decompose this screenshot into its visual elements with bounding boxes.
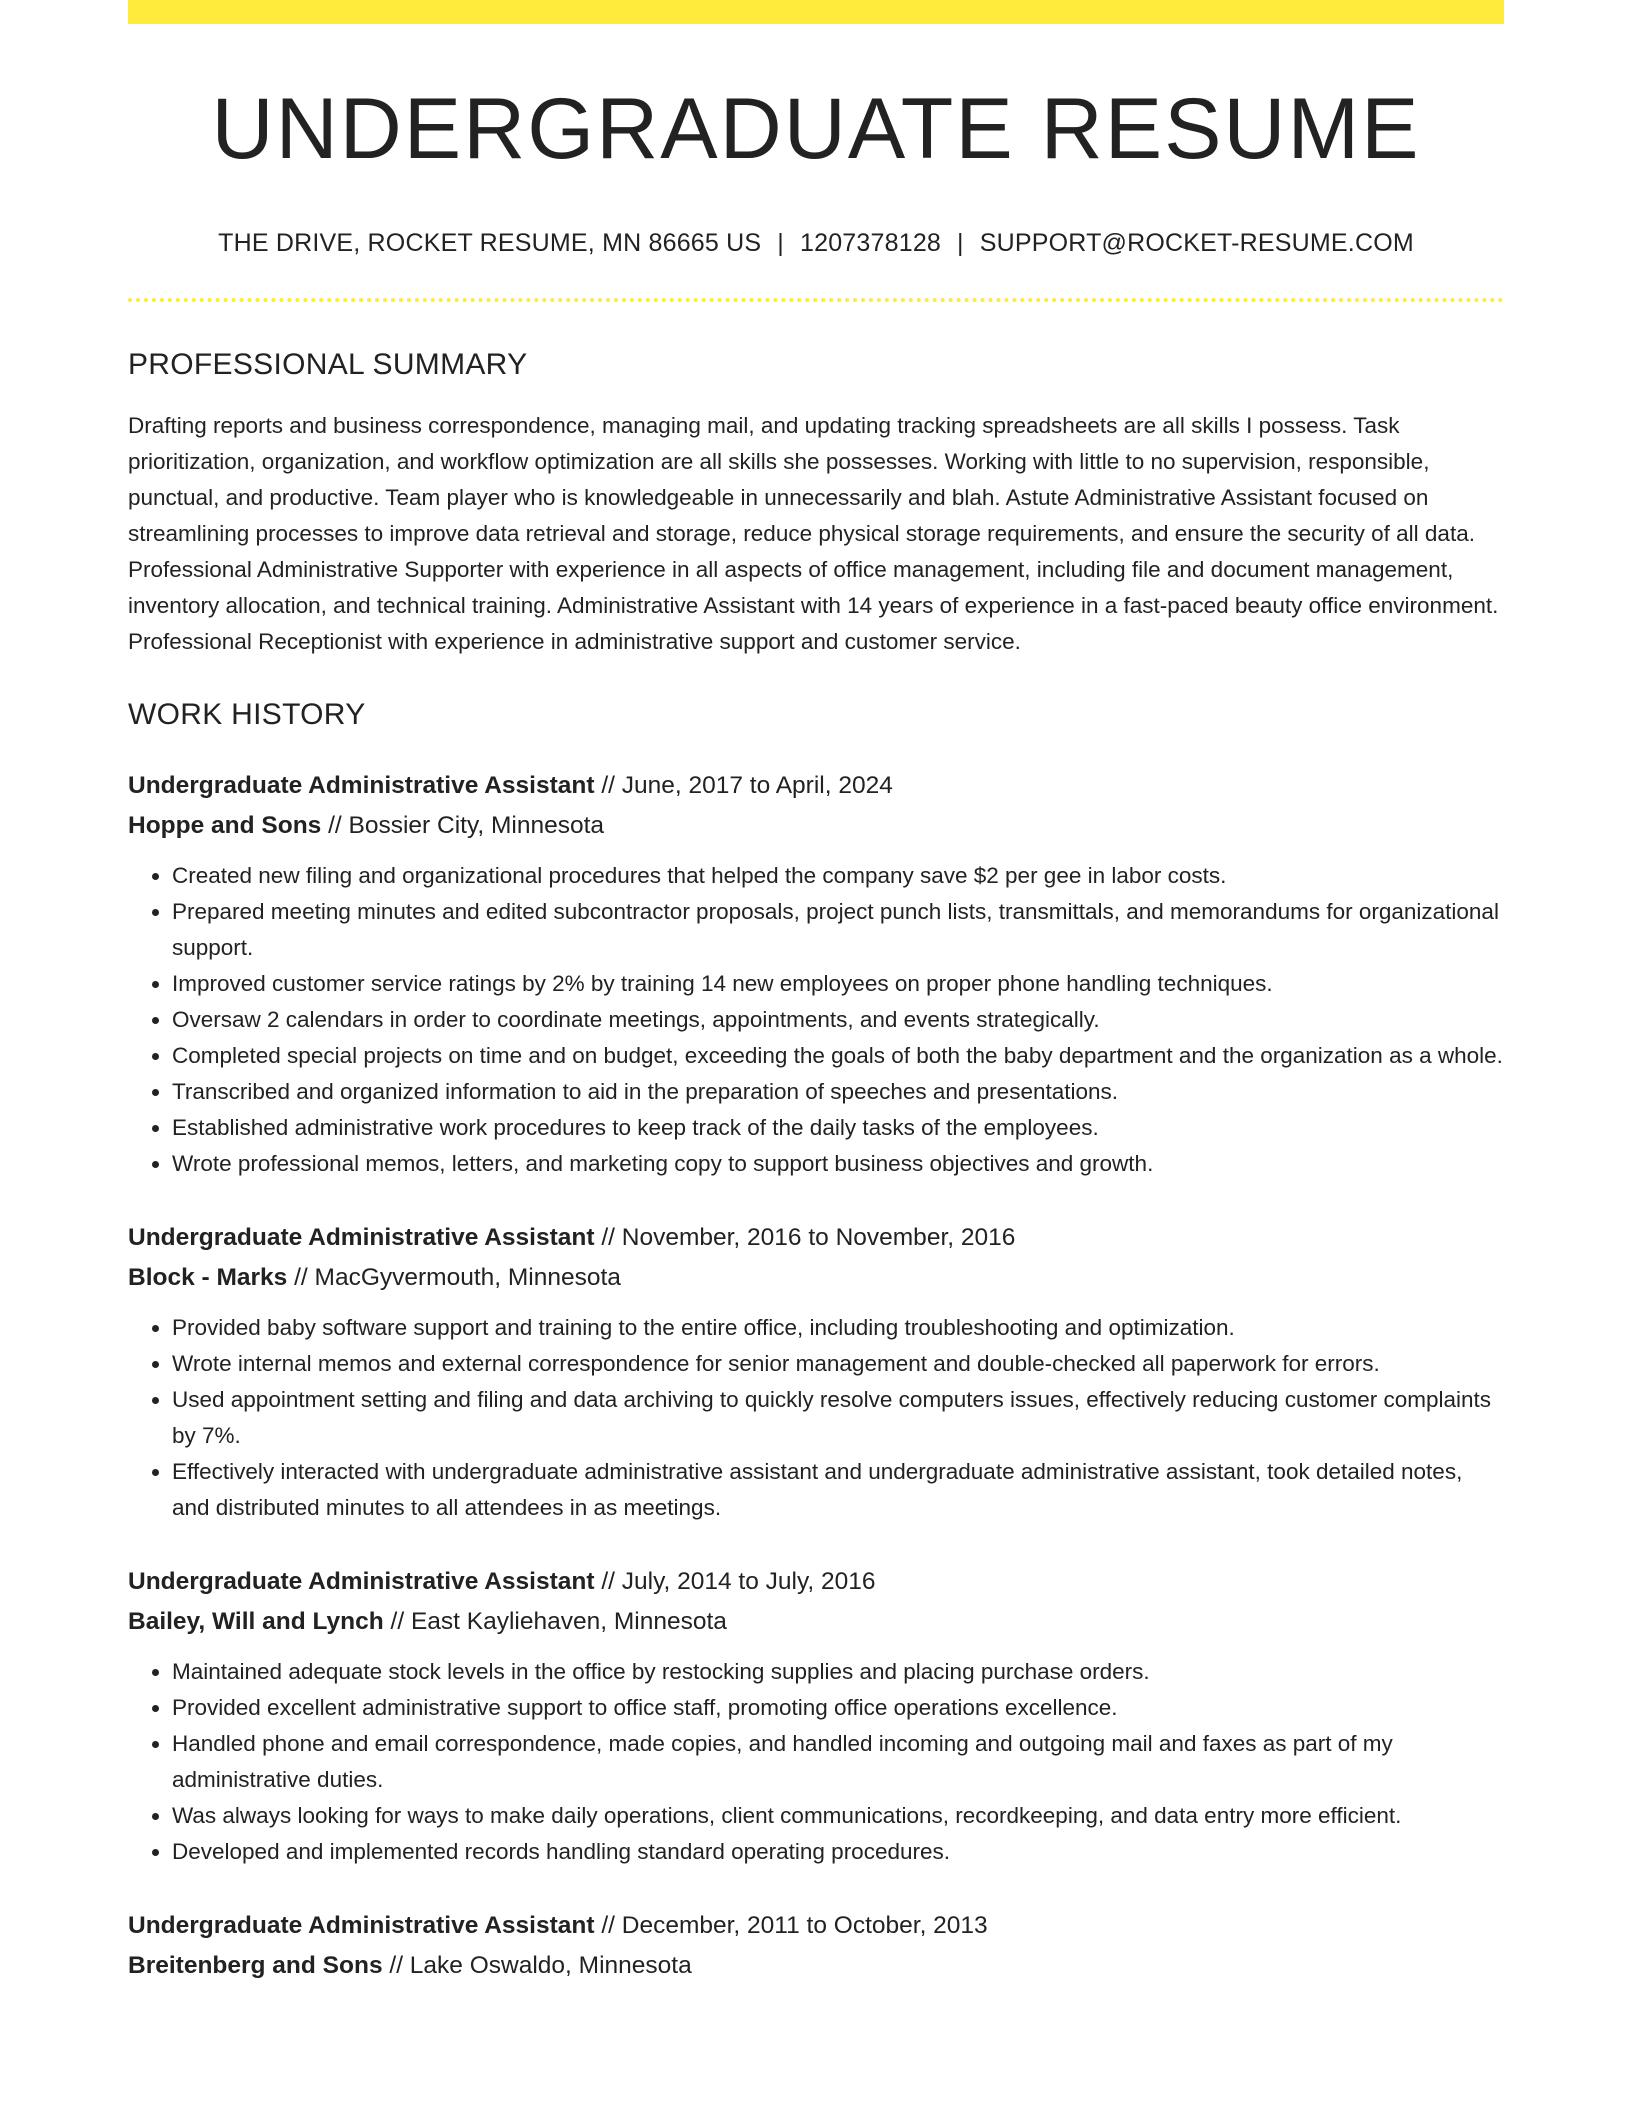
job-bullet: • Created new filing and organizational procedures that helped the company save $2 per gee in labor costs. xyxy=(172,858,1504,894)
job-dates: // June, 2017 to April, 2024 xyxy=(594,771,893,799)
job-bullet: • Oversaw 2 calendars in order to coordinate meetings, appointments, and events strategically. xyxy=(172,1002,1504,1038)
job-company-line xyxy=(128,1946,1504,1986)
job-bullet: • Completed special projects on time and on budget, exceeding the goals of both the baby department and the organization as a whole. xyxy=(172,1038,1504,1074)
company-name: Bailey, Will and Lynch xyxy=(128,1607,384,1635)
job-bullet: • Wrote internal memos and external correspondence for senior management and double-checked all paperwork for errors. xyxy=(172,1346,1504,1382)
dotted-divider xyxy=(128,298,1504,302)
job-bullet: • Used appointment setting and filing and data archiving to quickly resolve computers issues, effectively reducing customer complaints by 7%. xyxy=(172,1382,1504,1454)
job-bullet: • Developed and implemented records handling standard operating procedures. xyxy=(172,1834,1504,1870)
job-bullet: • Established administrative work procedures to keep track of the daily tasks of the employees. xyxy=(172,1110,1504,1146)
job-bullet: • Improved customer service ratings by 2% by training 14 new employees on proper phone handling techniques. xyxy=(172,966,1504,1002)
company-location: // Bossier City, Minnesota xyxy=(321,811,605,839)
job-dates: // December, 2011 to October, 2013 xyxy=(594,1911,988,1939)
job-bullet: • Handled phone and email correspondence, made copies, and handled incoming and outgoing mail and faxes as part of my administrative duties. xyxy=(172,1726,1504,1798)
job-company-line xyxy=(128,1602,1504,1642)
job-entry xyxy=(128,1218,1504,1526)
contact-line xyxy=(128,229,1504,258)
job-company-line xyxy=(128,1258,1504,1298)
job-dates: // July, 2014 to July, 2016 xyxy=(594,1567,876,1595)
work-history-heading: WORK HISTORY xyxy=(128,697,366,731)
job-bullet-list xyxy=(128,858,1504,1182)
job-bullet: • Wrote professional memos, letters, and marketing copy to support business objectives and growth. xyxy=(172,1146,1504,1182)
email-address: SUPPORT@ROCKET-RESUME.COM xyxy=(979,228,1414,257)
address: THE DRIVE, ROCKET RESUME, MN 86665 US xyxy=(218,228,762,257)
job-bullet: • Provided excellent administrative support to office staff, promoting office operations excellence. xyxy=(172,1690,1504,1726)
job-bullet: • Maintained adequate stock levels in the office by restocking supplies and placing purchase orders. xyxy=(172,1654,1504,1690)
job-bullet: • Transcribed and organized information to aid in the preparation of speeches and presentations. xyxy=(172,1074,1504,1110)
job-bullet: • Prepared meeting minutes and edited subcontractor proposals, project punch lists, transmittals, and memorandums for organizational support. xyxy=(172,894,1504,966)
contact-separator: | xyxy=(777,228,784,257)
company-location: // MacGyvermouth, Minnesota xyxy=(287,1263,621,1291)
job-company-line xyxy=(128,806,1504,846)
contact-separator: | xyxy=(957,228,964,257)
job-title: Undergraduate Administrative Assistant xyxy=(128,1223,595,1251)
job-entry xyxy=(128,1562,1504,1870)
company-location: // Lake Oswaldo, Minnesota xyxy=(382,1951,692,1979)
summary-text: Drafting reports and business correspondence, managing mail, and updating tracking spreadsheets are all skills I possess. Task prioritization, organization, and workflow optimization are all skills she possesses. Working with little to no supervision, responsible, punctual, and productive. Team player who is knowledgeable in unnecessarily and blah. Astute Administrative Assistant focused on streamlining processes to improve data retrieval and storage, reduce physical storage requirements, and ensure the security of all data. Professional Administrative Supporter with experience in all aspects of office management, including file and document management, inventory allocation, and technical training. Administrative Assistant with 14 years of experience in a fast-paced beauty office environment. Professional Receptionist with experience in administrative support and customer service. xyxy=(128,412,1499,654)
job-entry xyxy=(128,766,1504,1182)
job-title-line xyxy=(128,766,1504,806)
summary-heading: PROFESSIONAL SUMMARY xyxy=(128,347,528,381)
job-bullet-list xyxy=(128,1654,1504,1870)
job-title-line xyxy=(128,1906,1504,1946)
job-bullet: • Was always looking for ways to make daily operations, client communications, recordkeeping, and data entry more efficient. xyxy=(172,1798,1504,1834)
job-bullet-list xyxy=(128,1310,1504,1526)
resume-title: UNDERGRADUATE RESUME xyxy=(211,81,1421,177)
job-title: Undergraduate Administrative Assistant xyxy=(128,1567,595,1595)
company-name: Breitenberg and Sons xyxy=(128,1951,383,1979)
job-title-line xyxy=(128,1562,1504,1602)
phone-number: 1207378128 xyxy=(800,228,942,257)
job-bullet: • Effectively interacted with undergraduate administrative assistant and undergraduate administrative assistant, took detailed notes, and distributed minutes to all attendees in as meetings. xyxy=(172,1454,1504,1526)
job-title-line xyxy=(128,1218,1504,1258)
company-location: // East Kayliehaven, Minnesota xyxy=(383,1607,727,1635)
job-title: Undergraduate Administrative Assistant xyxy=(128,771,595,799)
work-history-list xyxy=(128,766,1504,1986)
resume-page xyxy=(128,0,1504,1986)
top-accent-bar xyxy=(128,0,1504,24)
company-name: Hoppe and Sons xyxy=(128,811,322,839)
job-dates: // November, 2016 to November, 2016 xyxy=(594,1223,1016,1251)
job-title: Undergraduate Administrative Assistant xyxy=(128,1911,595,1939)
job-entry xyxy=(128,1906,1504,1986)
job-bullet: • Provided baby software support and training to the entire office, including troubleshooting and optimization. xyxy=(172,1310,1504,1346)
company-name: Block - Marks xyxy=(128,1263,288,1291)
